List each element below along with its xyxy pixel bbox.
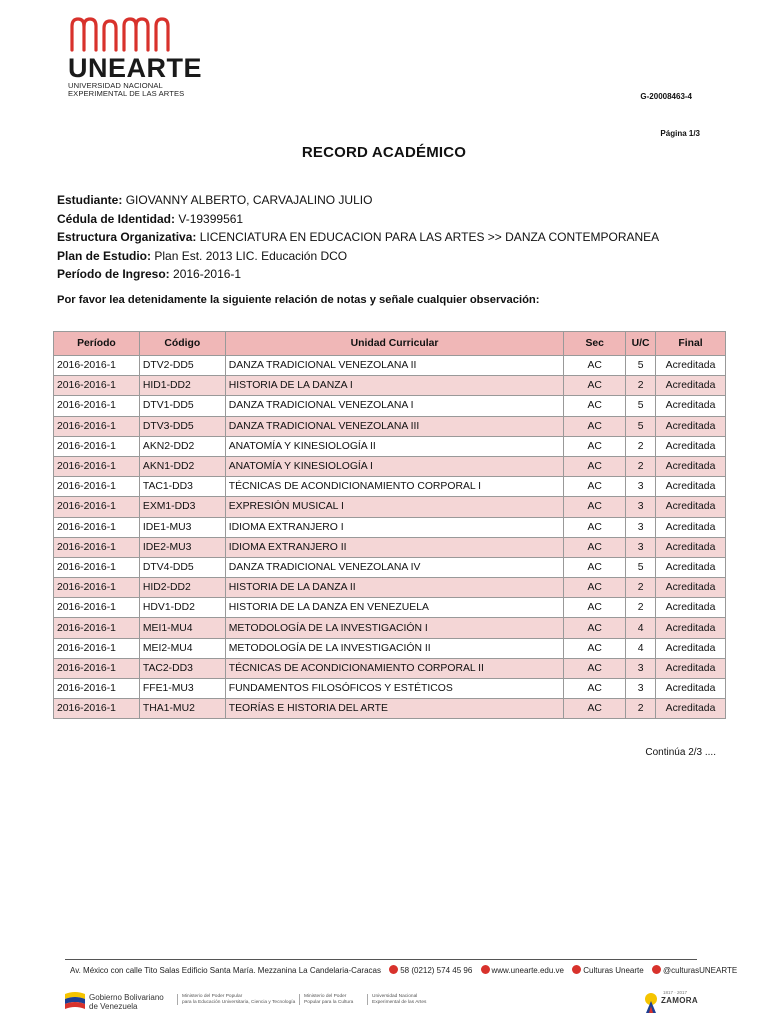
cell-periodo: 2016-2016-1 bbox=[54, 578, 140, 598]
gobierno-logo-text bbox=[89, 993, 164, 1011]
cell-unidad: TÉCNICAS DE ACONDICIONAMIENTO CORPORAL I bbox=[225, 477, 564, 497]
cell-uc: 3 bbox=[626, 537, 656, 557]
org-structure-value: LICENCIATURA EN EDUCACION PARA LAS ARTES >> DANZA CONTEMPORANEA bbox=[199, 230, 660, 244]
cell-sec: AC bbox=[564, 699, 626, 719]
unearte-logo-icon bbox=[68, 16, 176, 52]
cell-uc: 4 bbox=[626, 638, 656, 658]
footer-divider bbox=[65, 959, 697, 960]
cell-codigo: TAC1-DD3 bbox=[139, 477, 225, 497]
table-row bbox=[54, 416, 726, 436]
cell-codigo: DTV4-DD5 bbox=[139, 557, 225, 577]
cell-sec: AC bbox=[564, 557, 626, 577]
cell-final: Acreditada bbox=[656, 416, 726, 436]
col-header-uc: U/C bbox=[626, 332, 656, 356]
cell-codigo: EXM1-DD3 bbox=[139, 497, 225, 517]
university-line-1: Universidad Nacional bbox=[372, 994, 418, 999]
cell-periodo: 2016-2016-1 bbox=[54, 557, 140, 577]
cell-codigo: AKN2-DD2 bbox=[139, 436, 225, 456]
col-header-sec: Sec bbox=[564, 332, 626, 356]
instagram-icon bbox=[652, 965, 661, 974]
cell-sec: AC bbox=[564, 436, 626, 456]
student-id-label: Cédula de Identidad: bbox=[57, 211, 176, 226]
cell-codigo: IDE2-MU3 bbox=[139, 537, 225, 557]
ministry-education-line-1: Ministerio del Poder Popular bbox=[182, 994, 243, 999]
cell-uc: 3 bbox=[626, 477, 656, 497]
cell-periodo: 2016-2016-1 bbox=[54, 436, 140, 456]
table-row bbox=[54, 557, 726, 577]
cell-final: Acreditada bbox=[656, 658, 726, 678]
cell-codigo: DTV1-DD5 bbox=[139, 396, 225, 416]
cell-final: Acreditada bbox=[656, 618, 726, 638]
cell-unidad: METODOLOGÍA DE LA INVESTIGACIÓN I bbox=[225, 618, 564, 638]
table-row bbox=[54, 356, 726, 376]
facebook-icon bbox=[572, 965, 581, 974]
cell-unidad: DANZA TRADICIONAL VENEZOLANA I bbox=[225, 396, 564, 416]
cell-unidad: TEORÍAS E HISTORIA DEL ARTE bbox=[225, 699, 564, 719]
cell-periodo: 2016-2016-1 bbox=[54, 477, 140, 497]
col-header-periodo: Período bbox=[54, 332, 140, 356]
ministry-culture-line-2: Popular para la Cultura bbox=[304, 999, 354, 1005]
cell-periodo: 2016-2016-1 bbox=[54, 456, 140, 476]
footer-instagram[interactable]: @culturasUNEARTE bbox=[662, 966, 738, 975]
student-info bbox=[57, 191, 659, 284]
study-plan-label: Plan de Estudio: bbox=[57, 248, 152, 263]
cell-unidad: EXPRESIÓN MUSICAL I bbox=[225, 497, 564, 517]
student-name-row bbox=[57, 191, 659, 210]
student-name-label: Estudiante: bbox=[57, 193, 123, 207]
cell-sec: AC bbox=[564, 598, 626, 618]
logo-subtitle-2: EXPERIMENTAL DE LAS ARTES bbox=[68, 89, 185, 98]
table-row bbox=[54, 638, 726, 658]
col-header-unidad: Unidad Curricular bbox=[225, 332, 564, 356]
cell-periodo: 2016-2016-1 bbox=[54, 517, 140, 537]
cell-periodo: 2016-2016-1 bbox=[54, 638, 140, 658]
student-id-row bbox=[57, 210, 659, 229]
institution-logos bbox=[65, 990, 705, 1016]
entry-period-row bbox=[57, 265, 659, 284]
cell-sec: AC bbox=[564, 376, 626, 396]
university-text bbox=[367, 994, 426, 1005]
col-header-codigo: Código bbox=[139, 332, 225, 356]
cell-periodo: 2016-2016-1 bbox=[54, 356, 140, 376]
cell-periodo: 2016-2016-1 bbox=[54, 598, 140, 618]
cell-periodo: 2016-2016-1 bbox=[54, 497, 140, 517]
cell-sec: AC bbox=[564, 679, 626, 699]
cell-sec: AC bbox=[564, 658, 626, 678]
cell-uc: 2 bbox=[626, 436, 656, 456]
cell-final: Acreditada bbox=[656, 396, 726, 416]
table-row bbox=[54, 658, 726, 678]
cell-unidad: DANZA TRADICIONAL VENEZOLANA II bbox=[225, 356, 564, 376]
table-row bbox=[54, 679, 726, 699]
footer-web[interactable]: www.unearte.edu.ve bbox=[491, 966, 564, 975]
cell-uc: 5 bbox=[626, 396, 656, 416]
cell-uc: 5 bbox=[626, 356, 656, 376]
grades-table-body bbox=[54, 356, 726, 719]
cell-unidad: TÉCNICAS DE ACONDICIONAMIENTO CORPORAL II bbox=[225, 658, 564, 678]
student-name-value: GIOVANNY ALBERTO, CARVAJALINO JULIO bbox=[125, 193, 373, 207]
cell-uc: 3 bbox=[626, 497, 656, 517]
cell-sec: AC bbox=[564, 497, 626, 517]
cell-uc: 2 bbox=[626, 376, 656, 396]
cell-uc: 3 bbox=[626, 658, 656, 678]
phone-icon bbox=[389, 965, 398, 974]
cell-final: Acreditada bbox=[656, 578, 726, 598]
cell-sec: AC bbox=[564, 416, 626, 436]
cell-final: Acreditada bbox=[656, 557, 726, 577]
table-row bbox=[54, 376, 726, 396]
cell-final: Acreditada bbox=[656, 537, 726, 557]
cell-uc: 3 bbox=[626, 679, 656, 699]
page-title: RECORD ACADÉMICO bbox=[301, 144, 467, 161]
cell-final: Acreditada bbox=[656, 598, 726, 618]
document-code: G-20008463-4 bbox=[640, 92, 692, 101]
cell-sec: AC bbox=[564, 456, 626, 476]
cell-periodo: 2016-2016-1 bbox=[54, 679, 140, 699]
cell-final: Acreditada bbox=[656, 517, 726, 537]
logo-wordmark: UNEARTE bbox=[68, 53, 203, 83]
entry-period-label: Período de Ingreso: bbox=[57, 267, 170, 281]
cell-unidad: HISTORIA DE LA DANZA EN VENEZUELA bbox=[225, 598, 564, 618]
cell-sec: AC bbox=[564, 517, 626, 537]
cell-codigo: MEI1-MU4 bbox=[139, 618, 225, 638]
footer-facebook[interactable]: Culturas Unearte bbox=[583, 966, 644, 975]
ministry-education-text bbox=[177, 994, 295, 1005]
study-plan-row bbox=[57, 247, 659, 266]
cell-uc: 5 bbox=[626, 557, 656, 577]
table-row bbox=[54, 396, 726, 416]
student-id-value: V-19399561 bbox=[178, 211, 244, 226]
zamora-emblem-icon bbox=[643, 991, 659, 1015]
notice-text: Por favor lea detenidamente la siguiente relación de notas y señale cualquier observación: bbox=[57, 294, 540, 306]
cell-unidad: DANZA TRADICIONAL VENEZOLANA IV bbox=[225, 557, 564, 577]
cell-uc: 5 bbox=[626, 416, 656, 436]
cell-unidad: IDIOMA EXTRANJERO I bbox=[225, 517, 564, 537]
cell-uc: 2 bbox=[626, 456, 656, 476]
web-icon bbox=[481, 965, 490, 974]
cell-periodo: 2016-2016-1 bbox=[54, 537, 140, 557]
cell-sec: AC bbox=[564, 638, 626, 658]
cell-unidad: METODOLOGÍA DE LA INVESTIGACIÓN II bbox=[225, 638, 564, 658]
cell-uc: 2 bbox=[626, 699, 656, 719]
table-row bbox=[54, 537, 726, 557]
entry-period-value: 2016-2016-1 bbox=[173, 267, 242, 281]
cell-periodo: 2016-2016-1 bbox=[54, 618, 140, 638]
grades-table bbox=[53, 331, 726, 719]
cell-final: Acreditada bbox=[656, 356, 726, 376]
continues-note: Continúa 2/3 .... bbox=[645, 747, 716, 758]
table-row bbox=[54, 436, 726, 456]
cell-unidad: IDIOMA EXTRANJERO II bbox=[225, 537, 564, 557]
cell-unidad: HISTORIA DE LA DANZA I bbox=[225, 376, 564, 396]
cell-codigo: MEI2-MU4 bbox=[139, 638, 225, 658]
university-line-2: Experimental de las Artes bbox=[372, 999, 427, 1005]
cell-final: Acreditada bbox=[656, 436, 726, 456]
page-number: Página 1/3 bbox=[660, 129, 700, 138]
cell-codigo: AKN1-DD2 bbox=[139, 456, 225, 476]
footer-contact bbox=[70, 965, 737, 975]
zamora-wordmark: ZAMORA bbox=[661, 996, 698, 1005]
cell-codigo: DTV3-DD5 bbox=[139, 416, 225, 436]
cell-codigo: IDE1-MU3 bbox=[139, 517, 225, 537]
gobierno-line-2: de Venezuela bbox=[89, 1002, 138, 1011]
cell-final: Acreditada bbox=[656, 456, 726, 476]
footer-phone: 58 (0212) 574 45 96 bbox=[400, 966, 473, 975]
org-structure-label: Estructura Organizativa: bbox=[57, 230, 197, 244]
footer-address: Av. México con calle Tito Salas Edificio Santa María. Mezzanina La Candelaria-Caracas bbox=[70, 966, 381, 975]
cell-sec: AC bbox=[564, 618, 626, 638]
cell-codigo: DTV2-DD5 bbox=[139, 356, 225, 376]
cell-sec: AC bbox=[564, 477, 626, 497]
cell-periodo: 2016-2016-1 bbox=[54, 416, 140, 436]
cell-codigo: THA1-MU2 bbox=[139, 699, 225, 719]
cell-uc: 3 bbox=[626, 517, 656, 537]
cell-sec: AC bbox=[564, 396, 626, 416]
cell-final: Acreditada bbox=[656, 497, 726, 517]
cell-unidad: DANZA TRADICIONAL VENEZOLANA III bbox=[225, 416, 564, 436]
cell-final: Acreditada bbox=[656, 638, 726, 658]
ministry-education-line-2: para la Educación Universitaria, Ciencia y Tecnología bbox=[182, 999, 296, 1005]
cell-periodo: 2016-2016-1 bbox=[54, 396, 140, 416]
study-plan-value: Plan Est. 2013 LIC. Educación DCO bbox=[154, 248, 348, 263]
cell-periodo: 2016-2016-1 bbox=[54, 658, 140, 678]
cell-final: Acreditada bbox=[656, 477, 726, 497]
table-row bbox=[54, 578, 726, 598]
table-row bbox=[54, 618, 726, 638]
cell-codigo: HDV1-DD2 bbox=[139, 598, 225, 618]
cell-final: Acreditada bbox=[656, 679, 726, 699]
table-row bbox=[54, 699, 726, 719]
unearte-logo bbox=[68, 16, 203, 98]
cell-final: Acreditada bbox=[656, 376, 726, 396]
table-row bbox=[54, 456, 726, 476]
cell-sec: AC bbox=[564, 356, 626, 376]
cell-sec: AC bbox=[564, 578, 626, 598]
cell-periodo: 2016-2016-1 bbox=[54, 376, 140, 396]
ministry-culture-line-1: Ministerio del Poder bbox=[304, 994, 347, 999]
table-row bbox=[54, 477, 726, 497]
cell-unidad: ANATOMÍA Y KINESIOLOGÍA I bbox=[225, 456, 564, 476]
zamora-years: 1817 · 2017 bbox=[663, 990, 688, 995]
cell-sec: AC bbox=[564, 537, 626, 557]
cell-uc: 2 bbox=[626, 578, 656, 598]
gobierno-line-1: Gobierno Bolivariano bbox=[89, 993, 164, 1002]
cell-unidad: FUNDAMENTOS FILOSÓFICOS Y ESTÉTICOS bbox=[225, 679, 564, 699]
logo-subtitle-1: UNIVERSIDAD NACIONAL bbox=[68, 81, 163, 90]
cell-unidad: HISTORIA DE LA DANZA II bbox=[225, 578, 564, 598]
cell-final: Acreditada bbox=[656, 699, 726, 719]
table-row bbox=[54, 517, 726, 537]
venezuela-flag-icon bbox=[65, 992, 85, 1010]
cell-uc: 2 bbox=[626, 598, 656, 618]
ministry-culture-text bbox=[299, 994, 353, 1005]
cell-unidad: ANATOMÍA Y KINESIOLOGÍA II bbox=[225, 436, 564, 456]
table-row bbox=[54, 497, 726, 517]
zamora-logo bbox=[643, 990, 701, 1016]
cell-uc: 4 bbox=[626, 618, 656, 638]
cell-periodo: 2016-2016-1 bbox=[54, 699, 140, 719]
cell-codigo: FFE1-MU3 bbox=[139, 679, 225, 699]
table-row bbox=[54, 598, 726, 618]
org-structure-row bbox=[57, 228, 659, 247]
table-header-row bbox=[54, 332, 726, 356]
cell-codigo: HID2-DD2 bbox=[139, 578, 225, 598]
cell-codigo: TAC2-DD3 bbox=[139, 658, 225, 678]
cell-codigo: HID1-DD2 bbox=[139, 376, 225, 396]
col-header-final: Final bbox=[656, 332, 726, 356]
